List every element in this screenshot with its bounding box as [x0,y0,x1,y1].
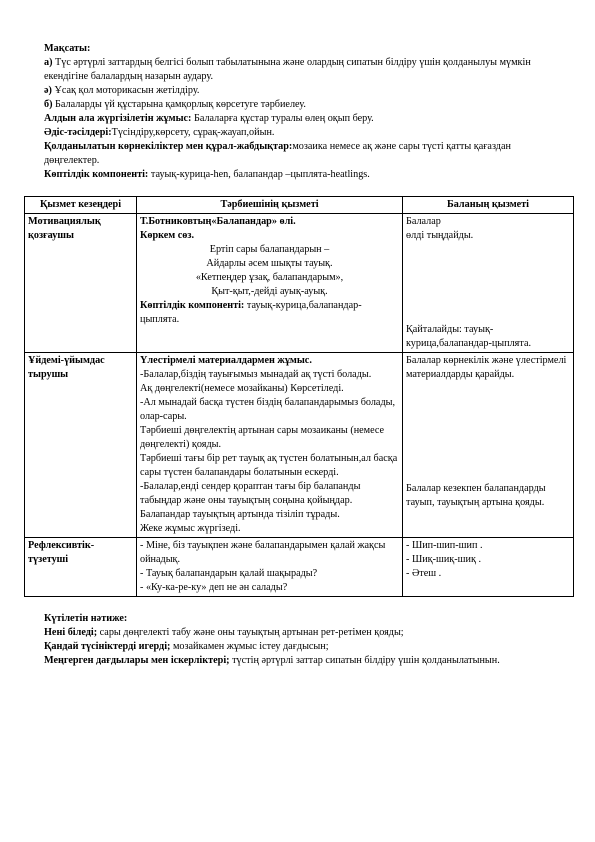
teacher-reflection: - Міне, біз тауықпен және балапандарымен қалай жақсы ойнадық. - Тауық балапандарын қалай шақырады? - «Ку-ка-ре-ку» деп не ән салады? [137,538,403,597]
teacher-organization: Үлестірмелі материалдармен жұмыс. -Балалар,біздің тауығымыз мынадай ақ түсті болады. Ақ дөңгелекті(немесе мозайканы) Көрсетіледі. -Ал мынадай басқа түстен біздің балапандарымыз болады, олар-сары. Тәрбиеші дөңгелектің артынан сары мозаиканы (немесе дөңгелекті) қояды. Тәрбиеші тағы бір рет тауық ақ түстен болатынын,ал басқа сары түстен балапандары болатынын ескерді. -Балалар,енді сендер қораптан тағы бір балапанды табыңдар және оны тауықтың соңына қойыңдар. Балапандар тауықтың артында тізіліп тұрады. Жеке жұмыс жүргізеді. [137,353,403,538]
poem-line: Қыт-қыт,-дейді ауық-ауық. [211,286,328,297]
child-organization: Балалар көрнекілік және үлестірмелі материалдарды қарайды. Балалар кезекпен балапандарды тауып, тауықтың артына қояды. [403,353,574,538]
teacher-motivation: Т.Ботниковтың«Балапандар» өлі. Көркем сөз. Ертіп сары балапандарын – Айдарлы әсем шықты тауық. «Кетпеңдер ұзақ, балапандарым», Қыт-қыт,-дейді ауық-ауық. Көптілдік компоненті: тауық-курица,балапандар-цыплята. [137,214,403,353]
child-motivation: Балалар өлді тыңдайды. Қайталайды: тауық-курица,балапандар-цыплята. [403,214,574,353]
header-child: Баланың қызметі [403,197,574,214]
lesson-table [24,196,574,597]
goal-b: б) Балаларды үй құстарына қамқорлық көрсетуге тәрбиелеу. [44,99,306,110]
bilingual-component: Көптілдік компоненті: тауық-курица-hen, балапандар –цыплята-heatlings. [44,169,370,180]
result-skills: Меңгерген дағдылары мен іскерліктері; түстің әртүрлі заттар сипатын білдіру үшін қолданылатынын. [44,655,500,666]
goals-section [44,42,564,182]
methods: Әдіс-тәсілдері:Түсіндіру,көрсету, сұрақ-жауап,ойын. [44,127,275,138]
goal-a2: ә) Ұсақ қол моторикасын жетілдіру. [44,85,200,96]
table-row [25,538,574,597]
prework: Алдын ала жүргізілетін жұмыс: Балаларға құстар туралы өлең оқып беру. [44,113,374,124]
results-section [44,612,564,668]
stage-organization: Ұйдемі-үйымдас тырушы [25,353,137,538]
bilingual-note: Көптілдік компоненті: тауық-курица,балапандар-цыплята. [140,300,362,325]
goal-a1: а) Түс әртүрлі заттардың белгісі болып табылатынына және олардың сипатын білдіру үшін қолданылуы мүмкін екендігіне балалардың назарын аудару. [44,57,531,82]
materials: Қолданылатын көрнекіліктер мен құрал-жабдықтар:мозаика немесе ақ және сары түсті қатты қағаздан дөңгелектер. [44,141,511,166]
poem-line: «Кетпеңдер ұзақ, балапандарым», [195,272,344,283]
header-stages: Қызмет кезеңдері [25,197,137,214]
poem-line: Ертіп сары балапандарын – [209,244,330,255]
table-header-row [25,197,574,214]
poem-line: Айдарлы әсем шықты тауық. [206,258,333,269]
result-ideas: Қандай түсініктерді игерді; мозайкамен жұмыс істеу дағдысын; [44,641,329,652]
results-heading: Күтілетін нәтиже: [44,613,128,624]
table-row [25,214,574,353]
stage-reflection: Рефлексивтік-түзетуші [25,538,137,597]
table-row [25,353,574,538]
header-teacher: Тәрбиешінің қызметі [137,197,403,214]
result-know: Нені біледі; сары дөңгелекті табу және оны тауықтың артынан рет-ретімен қояды; [44,627,404,638]
goals-heading: Мақсаты: [44,43,91,54]
child-reflection: - Шип-шип-шип . - Шиқ-шиқ-шиқ . - Әтеш . [403,538,574,597]
stage-motivation: Мотивациялық қозғаушы [25,214,137,353]
